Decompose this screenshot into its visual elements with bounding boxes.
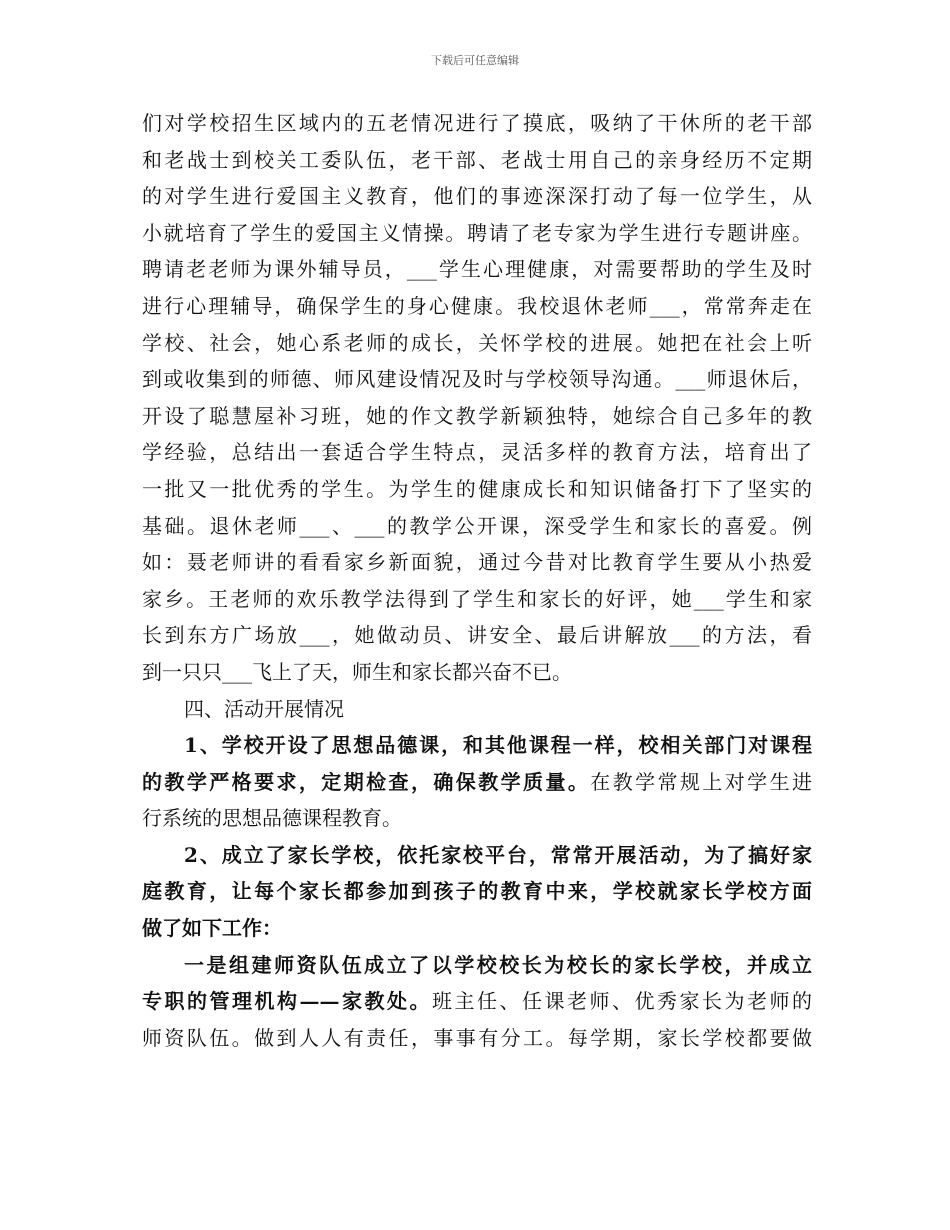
text-line: 长到东方广场放___，她做动员、讲安全、最后讲解放___的方法，看 bbox=[142, 623, 812, 648]
text-line: 学校、社会，她心系老师的成长，关怀学校的进展。她把在社会上听 bbox=[142, 330, 812, 355]
text-line: 一批又一批优秀的学生。为学生的健康成长和知识储备打下了坚实的 bbox=[142, 476, 812, 501]
text-line: 聘请老老师为课外辅导员，___学生心理健康，对需要帮助的学生及时 bbox=[142, 257, 812, 282]
text-line: 小就培育了学生的爱国主义情操。聘请了老专家为学生进行专题讲座。 bbox=[142, 220, 812, 245]
text-line: 开设了聪慧屋补习班，她的作文教学新颖独特，她综合自己多年的教 bbox=[142, 403, 812, 428]
text-line-bold: 一是组建师资队伍成立了以学校校长为校长的家长学校，并成立 bbox=[184, 952, 812, 977]
text-line-bold: 1、学校开设了思想品德课，和其他课程一样，校相关部门对课程 bbox=[184, 733, 812, 758]
text-line-bold: 做了如下工作： bbox=[142, 916, 282, 941]
text-line-bold: 庭教育，让每个家长都参加到孩子的教育中来，学校就家长学校方面 bbox=[142, 879, 812, 904]
text-line: 如：聂老师讲的看看家乡新面貌，通过今昔对比教育学生要从小热爱 bbox=[142, 550, 812, 575]
normal-run: 在教学常规上对学生进 bbox=[590, 769, 813, 794]
section-heading: 四、活动开展情况 bbox=[184, 696, 344, 721]
text-line: 和老战士到校关工委队伍，老干部、老战士用自己的亲身经历不定期 bbox=[142, 147, 812, 172]
text-line: 的对学生进行爱国主义教育，他们的事迹深深打动了每一位学生，从 bbox=[142, 184, 812, 209]
text-line: 们对学校招生区域内的五老情况进行了摸底，吸纳了干休所的老干部 bbox=[142, 111, 812, 135]
text-line: 家乡。王老师的欢乐教学法得到了学生和家长的好评，她___学生和家 bbox=[142, 586, 812, 611]
text-line: 到或收集到的师德、师风建设情况及时与学校领导沟通。___师退休后， bbox=[142, 367, 812, 392]
text-line: 到一只只___飞上了天，师生和家长都兴奋不已。 bbox=[142, 659, 572, 684]
text-line: 师资队伍。做到人人有责任，事事有分工。每学期，家长学校都要做 bbox=[142, 1025, 812, 1050]
text-line: 基础。退休老师___、___的教学公开课，深受学生和家长的喜爱。例 bbox=[142, 513, 812, 538]
text-line: 学经验，总结出一套适合学生特点，灵活多样的教育方法，培育出了 bbox=[142, 440, 812, 465]
text-line-bold: 2、成立了家长学校，依托家校平台，常常开展活动，为了搞好家 bbox=[184, 842, 812, 867]
text-line-mixed bbox=[142, 983, 812, 1020]
page-header: 下载后可任意编辑 bbox=[431, 54, 519, 67]
text-line: 行系统的思想品德课程教育。 bbox=[142, 806, 402, 831]
text-line-mixed bbox=[142, 764, 812, 801]
bold-run: 的教学严格要求，定期检查，确保教学质量。 bbox=[142, 769, 591, 794]
document-body bbox=[142, 105, 812, 1056]
text-line: 进行心理辅导，确保学生的身心健康。我校退休老师___，常常奔走在 bbox=[142, 293, 812, 318]
bold-run: 专职的管理机构——家教处。 bbox=[142, 989, 432, 1014]
normal-run: 班主任、任课老师、优秀家长为老师的 bbox=[432, 989, 812, 1014]
